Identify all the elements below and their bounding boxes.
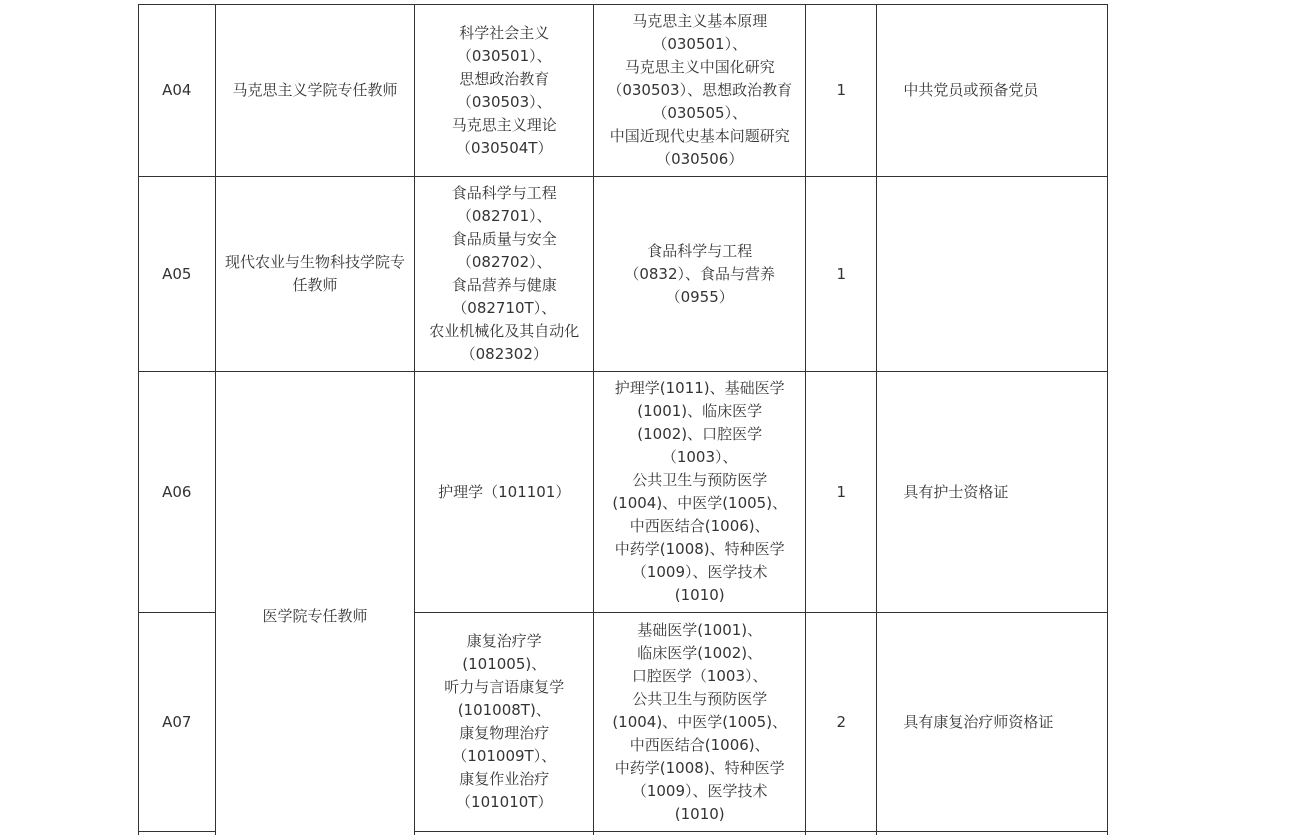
table-row xyxy=(139,372,1108,613)
postgrad-major-cell xyxy=(594,177,806,372)
major-line: （030501）、 xyxy=(652,35,748,53)
major-line: （030503）、 xyxy=(456,92,552,111)
requirement-cell xyxy=(877,177,1108,372)
undergrad-major-cell xyxy=(415,372,594,613)
major-line: （101009T）、 xyxy=(452,747,557,765)
major-line: (1001)、临床医学 xyxy=(637,402,763,420)
major-line: （082710T）、 xyxy=(452,299,557,317)
headcount-cell: 1 xyxy=(806,5,877,177)
undergrad-major-cell xyxy=(415,177,594,372)
major-line: 马克思主义基本原理 xyxy=(632,12,768,30)
position-code-cell: A05 xyxy=(139,177,216,372)
undergrad-major-cell xyxy=(415,832,594,835)
major-line: 食品质量与安全 xyxy=(451,230,557,248)
major-line: （101010T） xyxy=(456,793,553,811)
major-line: （1003）、 xyxy=(661,448,738,466)
major-line: (101008T)、 xyxy=(457,701,551,719)
requirement-cell xyxy=(877,832,1108,835)
major-line: 中药学(1008)、特种医学 xyxy=(614,540,785,558)
major-line: （082701）、 xyxy=(456,207,552,225)
postgrad-major-cell xyxy=(594,832,806,835)
major-line: 中国近现代史基本问题研究 xyxy=(609,127,790,145)
headcount-cell: 2 xyxy=(806,613,877,832)
major-line: 基础医学(1001)、 xyxy=(637,620,763,639)
position-name-cell: 医学院专任教师 xyxy=(215,372,415,835)
major-line: 临床医学(1002)、 xyxy=(637,643,763,662)
major-line: （030504T） xyxy=(456,138,553,157)
position-code-cell: A06 xyxy=(139,372,216,613)
major-line: 康复物理治疗 xyxy=(459,724,550,742)
major-line: 科学社会主义 xyxy=(459,23,550,42)
major-line: 康复作业治疗 xyxy=(459,770,550,788)
position-name-cell: 马克思主义学院专任教师 xyxy=(215,5,415,177)
major-line: (1004)、中医学(1005)、 xyxy=(612,712,788,731)
position-name-cell: 现代农业与生物科技学院专任教师 xyxy=(215,177,415,372)
major-line: (1010) xyxy=(674,586,725,604)
major-line: 农业机械化及其自动化 xyxy=(429,322,580,340)
recruitment-table xyxy=(138,4,1108,835)
major-line: （030505）、 xyxy=(652,104,748,122)
major-line: 思想政治教育 xyxy=(459,69,550,88)
major-line: 中药学(1008)、特种医学 xyxy=(614,758,785,777)
requirement-text: 具有康复治疗师资格证 xyxy=(903,712,1054,731)
position-code-cell xyxy=(139,832,216,835)
major-line: 食品科学与工程 xyxy=(647,241,753,260)
major-line: (1002)、口腔医学 xyxy=(637,425,763,443)
major-line: 护理学（101101） xyxy=(438,482,571,501)
major-line: (1010) xyxy=(674,804,725,823)
postgrad-major-cell xyxy=(594,613,806,832)
major-line: 马克思主义中国化研究 xyxy=(624,58,775,76)
requirement-cell xyxy=(877,5,1108,177)
major-line: （082302） xyxy=(460,345,548,363)
undergrad-major-cell xyxy=(415,5,594,177)
headcount-cell xyxy=(806,832,877,835)
major-line: （0955） xyxy=(665,287,734,306)
requirement-cell xyxy=(877,372,1108,613)
table-row xyxy=(139,177,1108,372)
postgrad-major-cell xyxy=(594,372,806,613)
major-line: （030503）、思想政治教育 xyxy=(607,81,793,99)
requirement-text: 具有护士资格证 xyxy=(903,482,1009,501)
major-line: 食品营养与健康 xyxy=(451,276,557,294)
position-code-cell: A07 xyxy=(139,613,216,832)
major-line: （030506） xyxy=(656,150,744,168)
major-line: （030501）、 xyxy=(456,46,552,65)
major-line: 中西医结合(1006)、 xyxy=(629,517,770,535)
major-line: （1009）、医学技术 xyxy=(631,781,768,800)
major-line: 护理学(1011)、基础医学 xyxy=(614,379,785,397)
headcount-cell: 1 xyxy=(806,177,877,372)
major-line: （1009）、医学技术 xyxy=(631,563,768,581)
undergrad-major-cell xyxy=(415,613,594,832)
major-line: （082702）、 xyxy=(456,253,552,271)
major-line: (101005)、 xyxy=(462,655,547,673)
major-line: 口腔医学（1003）、 xyxy=(631,666,768,685)
postgrad-major-cell xyxy=(594,5,806,177)
major-line: 公共卫生与预防医学 xyxy=(632,689,768,708)
position-code-cell: A04 xyxy=(139,5,216,177)
major-line: 公共卫生与预防医学 xyxy=(632,471,768,489)
requirement-cell xyxy=(877,613,1108,832)
headcount-cell: 1 xyxy=(806,372,877,613)
table-row xyxy=(139,5,1108,177)
major-line: 康复治疗学 xyxy=(466,632,542,650)
major-line: (1004)、中医学(1005)、 xyxy=(612,494,788,512)
major-line: 听力与言语康复学 xyxy=(444,678,565,696)
major-line: 食品科学与工程 xyxy=(451,184,557,202)
major-line: 中西医结合(1006)、 xyxy=(629,735,770,754)
requirement-text: 中共党员或预备党员 xyxy=(903,81,1039,99)
major-line: （0832）、食品与营养 xyxy=(624,264,776,283)
major-line: 马克思主义理论 xyxy=(451,115,557,134)
